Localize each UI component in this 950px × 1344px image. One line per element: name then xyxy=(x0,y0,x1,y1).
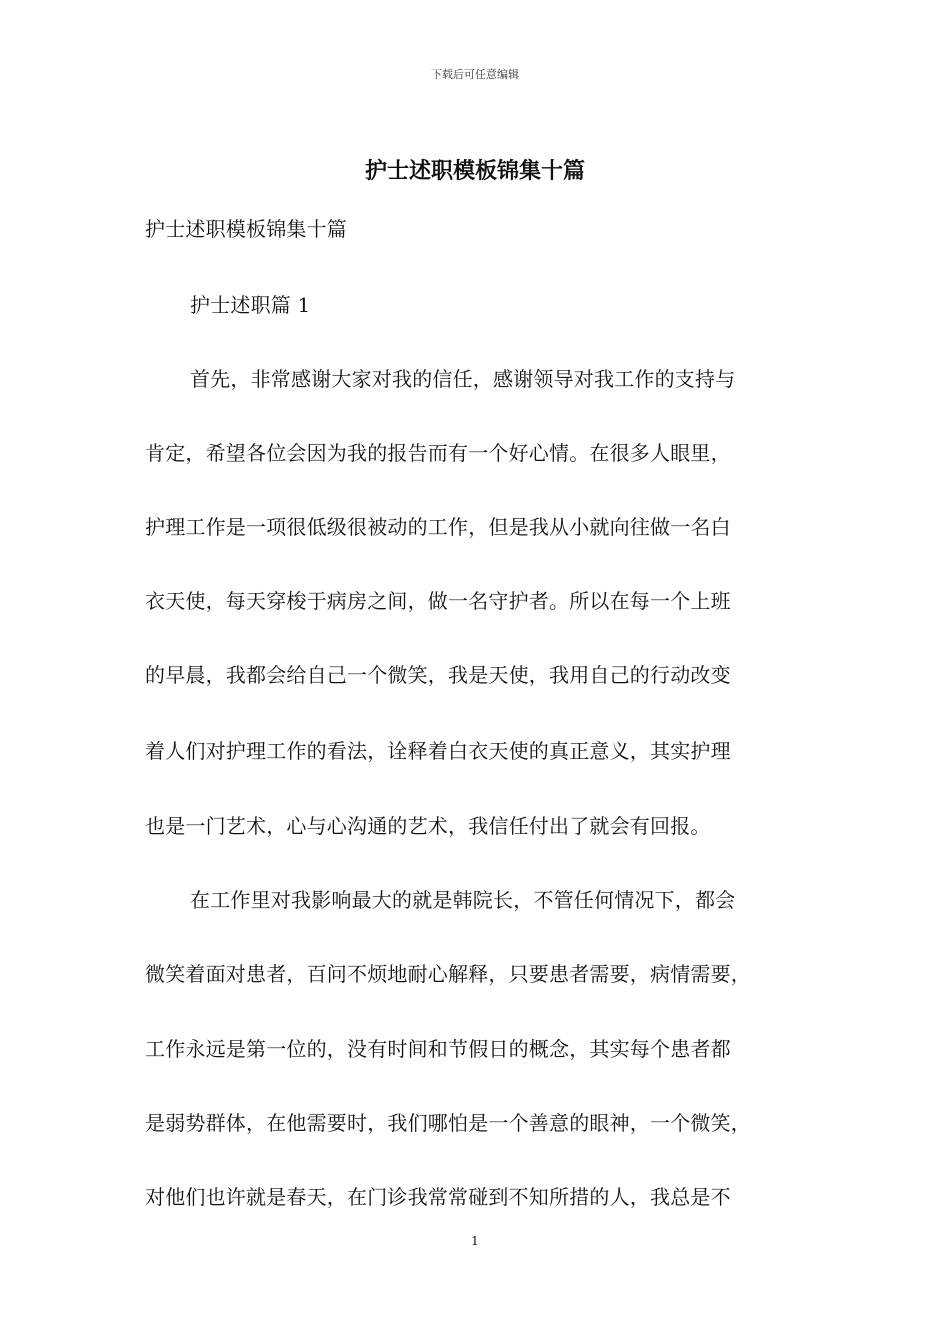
paragraph-line: 首先，非常感谢大家对我的信任，感谢领导对我工作的支持与 xyxy=(190,367,736,391)
document-title: 护士述职模板锦集十篇 xyxy=(364,158,585,184)
section-heading: 护士述职篇 1 xyxy=(190,293,311,317)
paragraph-line: 微笑着面对患者，百问不烦地耐心解释，只要患者需要，病情需要， xyxy=(145,962,751,986)
paragraph-line: 是弱势群体，在他需要时，我们哪怕是一个善意的眼神，一个微笑， xyxy=(145,1111,751,1135)
paragraph-line: 对他们也许就是春天，在门诊我常常碰到不知所措的人，我总是不 xyxy=(145,1185,731,1209)
paragraph-line: 肯定，希望各位会因为我的报告而有一个好心情。在很多人眼里， xyxy=(145,441,731,465)
document-subtitle: 护士述职模板锦集十篇 xyxy=(145,217,347,241)
page-header: 下载后可任意编辑 xyxy=(431,68,519,81)
paragraph-line: 着人们对护理工作的看法，诠释着白衣天使的真正意义，其实护理 xyxy=(145,739,731,763)
page-number: 1 xyxy=(471,1234,479,1248)
paragraph-line: 在工作里对我影响最大的就是韩院长，不管任何情况下，都会 xyxy=(190,888,736,912)
paragraph-line: 也是一门艺术，心与心沟通的艺术，我信任付出了就会有回报。 xyxy=(145,814,711,838)
paragraph-line: 工作永远是第一位的，没有时间和节假日的概念，其实每个患者都 xyxy=(145,1037,731,1061)
paragraph-line: 的早晨，我都会给自己一个微笑，我是天使，我用自己的行动改变 xyxy=(145,663,731,687)
paragraph-line: 衣天使，每天穿梭于病房之间，做一名守护者。所以在每一个上班 xyxy=(145,589,731,613)
paragraph-line: 护理工作是一项很低级很被动的工作，但是我从小就向往做一名白 xyxy=(145,515,731,539)
